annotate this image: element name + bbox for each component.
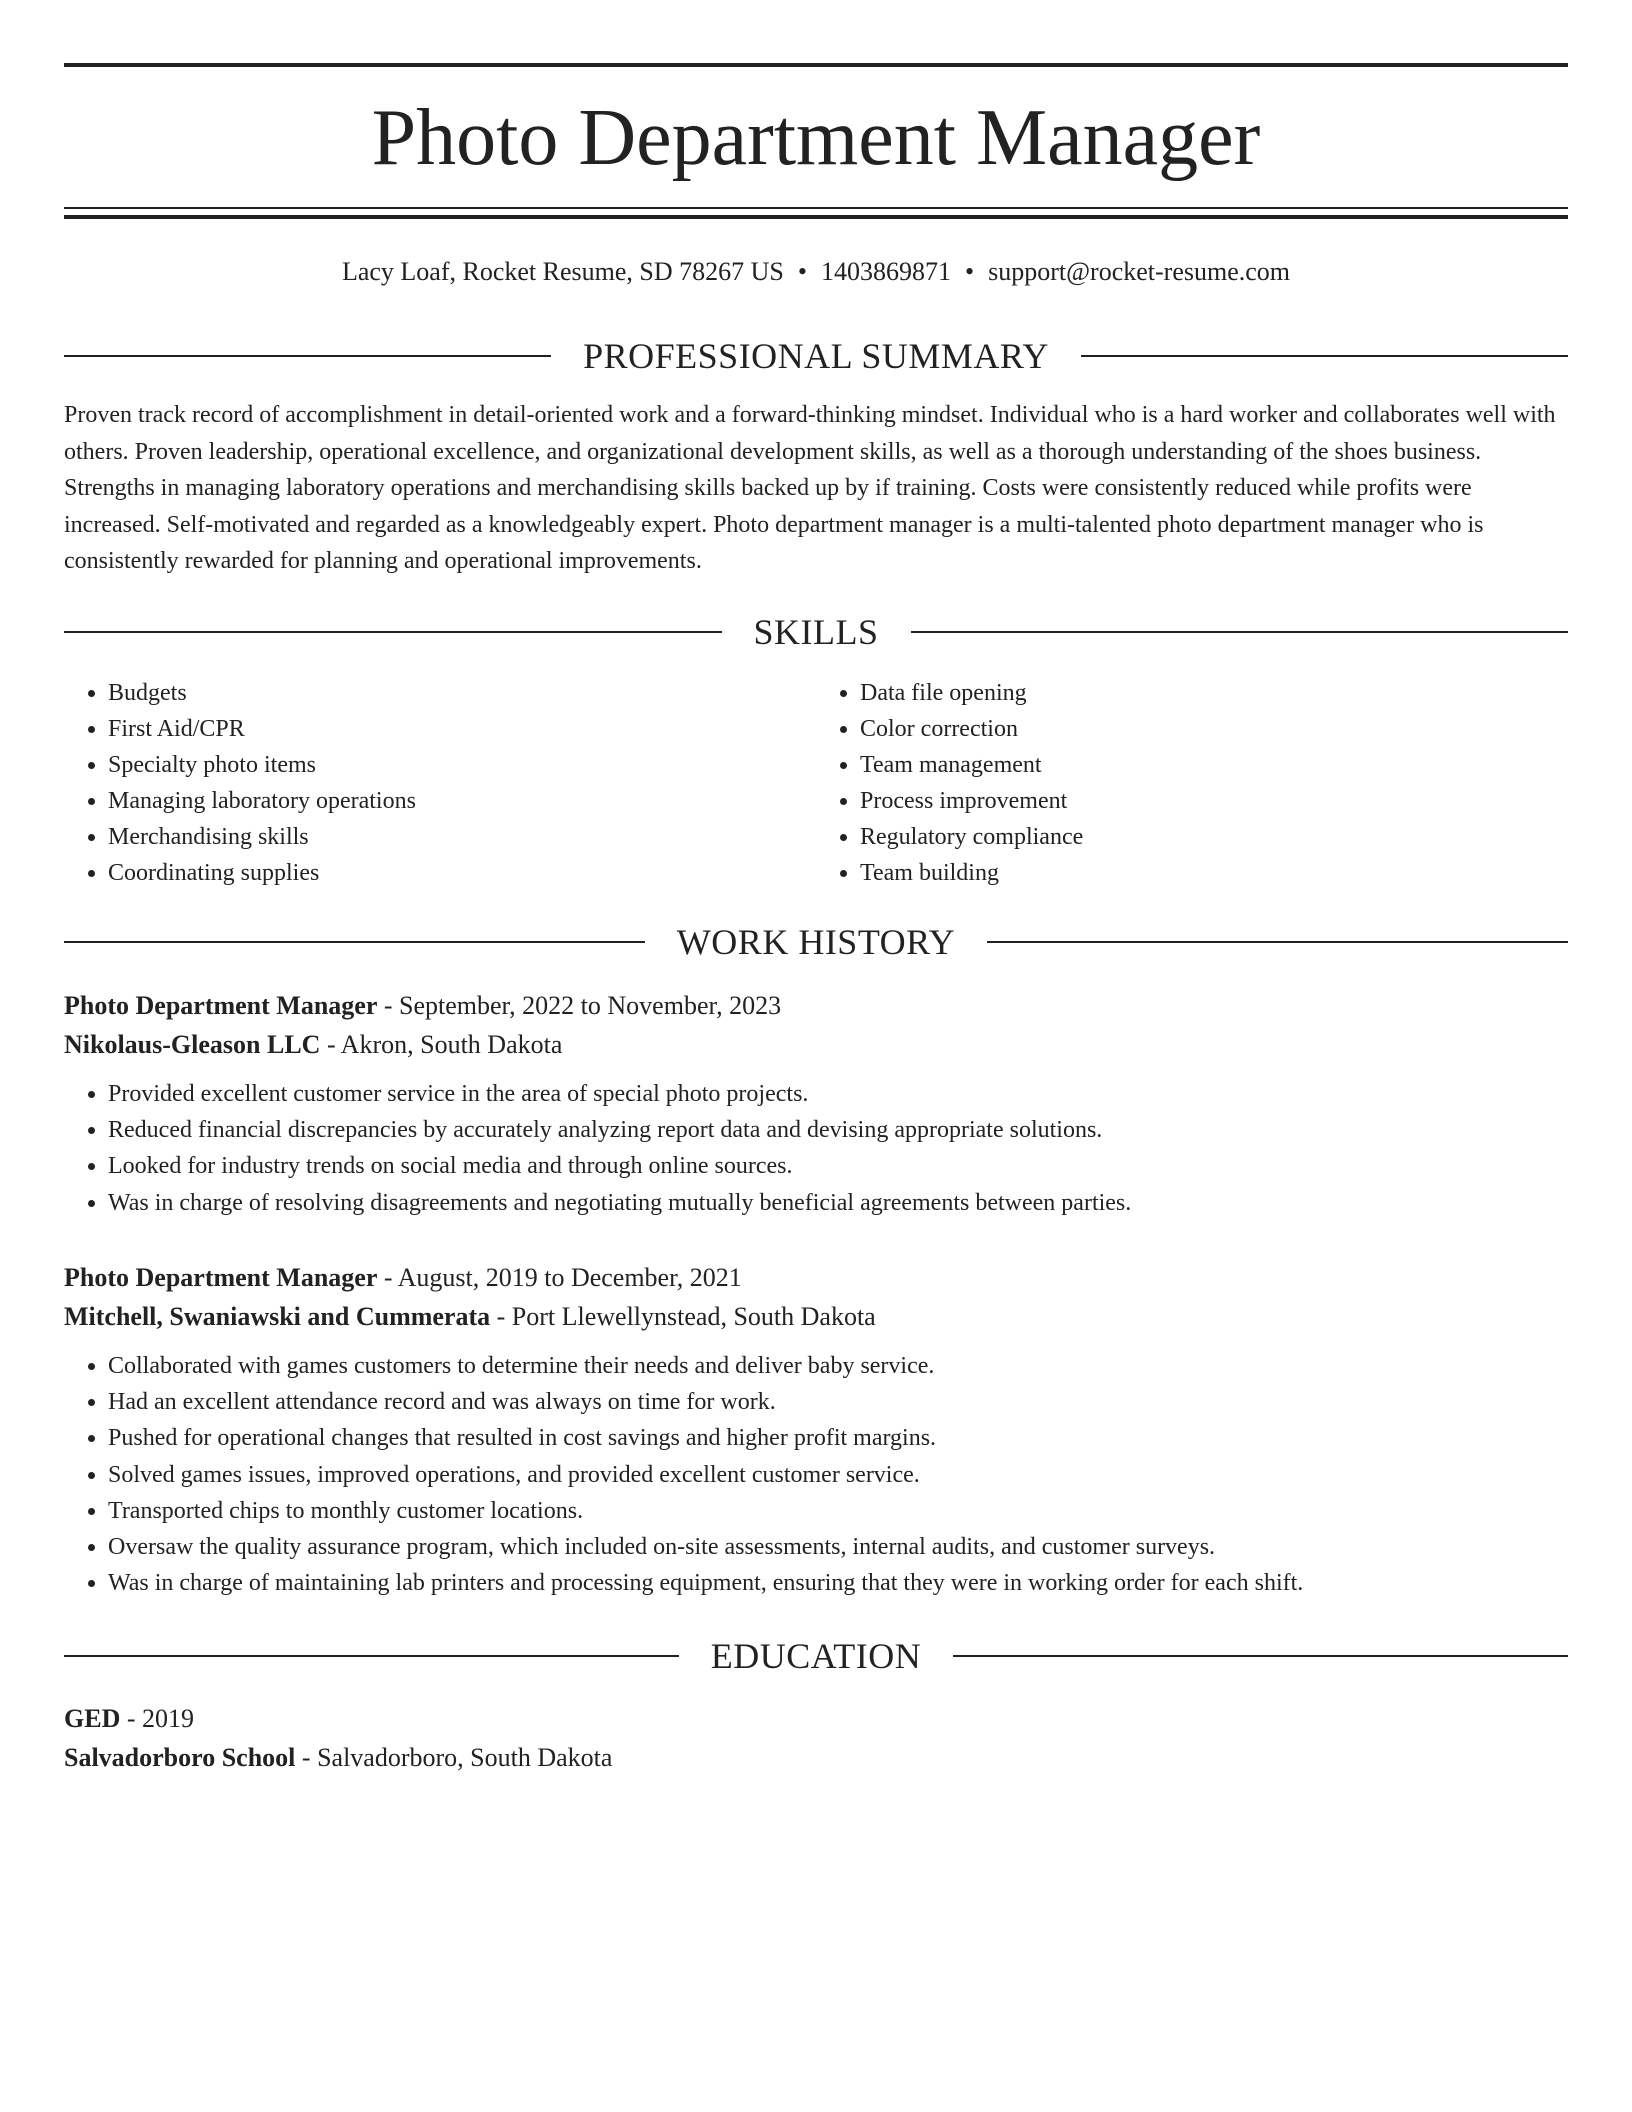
job-company-line — [64, 1297, 1568, 1336]
skill-item: • Coordinating supplies — [108, 855, 816, 891]
heading-rule-left — [64, 631, 722, 633]
summary-heading — [64, 334, 1568, 378]
skills-list — [64, 675, 1568, 891]
job-title-line — [64, 986, 1568, 1025]
skill-item: • Data file opening — [860, 675, 1568, 711]
job-title: Photo Department Manager — [64, 991, 378, 1020]
skill-item: • Specialty photo items — [108, 747, 816, 783]
skills-column-left — [64, 675, 816, 891]
skills-column-right — [816, 675, 1568, 891]
title-rule-thick — [64, 215, 1568, 219]
work-heading-label: WORK HISTORY — [676, 922, 956, 962]
education-school: Salvadorboro School — [64, 1743, 296, 1772]
job-bullet: • Transported chips to monthly customer locations. — [108, 1493, 1568, 1529]
heading-rule-right — [911, 631, 1569, 633]
job-dates: - August, 2019 to December, 2021 — [383, 1263, 742, 1292]
job-location: - Port Llewellynstead, South Dakota — [496, 1302, 876, 1331]
skill-item: • Merchandising skills — [108, 819, 816, 855]
job-title: Photo Department Manager — [64, 1263, 378, 1292]
job-location: - Akron, South Dakota — [326, 1030, 563, 1059]
contact-separator: • — [965, 257, 975, 286]
education-heading — [64, 1634, 1568, 1678]
education-location: - Salvadorboro, South Dakota — [301, 1743, 613, 1772]
summary-heading-label: PROFESSIONAL SUMMARY — [583, 336, 1049, 376]
title-rule-thin — [64, 207, 1568, 209]
top-rule — [64, 63, 1568, 67]
job-bullets — [64, 1076, 1568, 1221]
skill-item: • Managing laboratory operations — [108, 783, 816, 819]
skill-item: • Team building — [860, 855, 1568, 891]
heading-rule-right — [953, 1655, 1568, 1657]
job-entry — [64, 1258, 1568, 1601]
job-bullet: • Pushed for operational changes that resulted in cost savings and higher profit margins. — [108, 1420, 1568, 1456]
job-bullet: • Solved games issues, improved operations, and provided excellent customer service. — [108, 1457, 1568, 1493]
job-company-line — [64, 1025, 1568, 1064]
job-bullet: • Was in charge of maintaining lab printers and processing equipment, ensuring that they were in working order for each shift. — [108, 1565, 1568, 1601]
skill-item: • Process improvement — [860, 783, 1568, 819]
contact-phone: 1403869871 — [821, 257, 951, 286]
job-title-line — [64, 1258, 1568, 1297]
job-dates: - September, 2022 to November, 2023 — [383, 991, 782, 1020]
work-heading — [64, 920, 1568, 964]
heading-rule-left — [64, 1655, 679, 1657]
job-bullet: • Was in charge of resolving disagreements and negotiating mutually beneficial agreements between parties. — [108, 1185, 1568, 1221]
job-company: Nikolaus-Gleason LLC — [64, 1030, 321, 1059]
heading-rule-left — [64, 355, 551, 357]
skill-item: • Regulatory compliance — [860, 819, 1568, 855]
skills-heading-label: SKILLS — [753, 612, 879, 652]
education-degree-line — [64, 1699, 1568, 1738]
heading-rule-left — [64, 941, 645, 943]
contact-line — [64, 252, 1568, 292]
resume-title: Photo Department Manager — [371, 94, 1261, 182]
heading-rule-right — [1081, 355, 1568, 357]
summary-text: Proven track record of accomplishment in detail-oriented work and a forward-thinking mindset. Individual who is a hard worker and collaborates well with others. Proven leadership, operational excellence, and organizational development skills, as well as a thorough understanding of the shoes business. Strengths in managing laboratory operations and merchandising skills backed up by if training. Costs were consistently reduced while profits were increased. Self-motivated and regarded as a knowledgeably expert. Photo department manager is a multi-talented photo department manager who is consistently rewarded for planning and operational improvements. — [64, 402, 1556, 574]
job-company: Mitchell, Swaniawski and Cummerata — [64, 1302, 491, 1331]
job-bullet: • Reduced financial discrepancies by accurately analyzing report data and devising appropriate solutions. — [108, 1112, 1568, 1148]
contact-email: support@rocket-resume.com — [988, 257, 1291, 286]
job-bullet: • Provided excellent customer service in the area of special photo projects. — [108, 1076, 1568, 1112]
contact-separator: • — [797, 257, 807, 286]
education-year: - 2019 — [126, 1704, 195, 1733]
job-entry — [64, 986, 1568, 1221]
contact-address: Lacy Loaf, Rocket Resume, SD 78267 US — [341, 257, 784, 286]
education-school-line — [64, 1738, 1568, 1777]
education-entry — [64, 1699, 1568, 1777]
skill-item: • Team management — [860, 747, 1568, 783]
education-heading-label: EDUCATION — [710, 1636, 922, 1676]
skills-heading — [64, 610, 1568, 654]
education-degree: GED — [64, 1704, 121, 1733]
skill-item: • Color correction — [860, 711, 1568, 747]
job-bullet: • Had an excellent attendance record and was always on time for work. — [108, 1384, 1568, 1420]
skill-item: • Budgets — [108, 675, 816, 711]
skill-item: • First Aid/CPR — [108, 711, 816, 747]
job-bullet: • Looked for industry trends on social media and through online sources. — [108, 1148, 1568, 1184]
heading-rule-right — [987, 941, 1568, 943]
job-bullet: • Oversaw the quality assurance program, which included on-site assessments, internal audits, and customer surveys. — [108, 1529, 1568, 1565]
job-bullets — [64, 1348, 1568, 1601]
job-bullet: • Collaborated with games customers to determine their needs and deliver baby service. — [108, 1348, 1568, 1384]
